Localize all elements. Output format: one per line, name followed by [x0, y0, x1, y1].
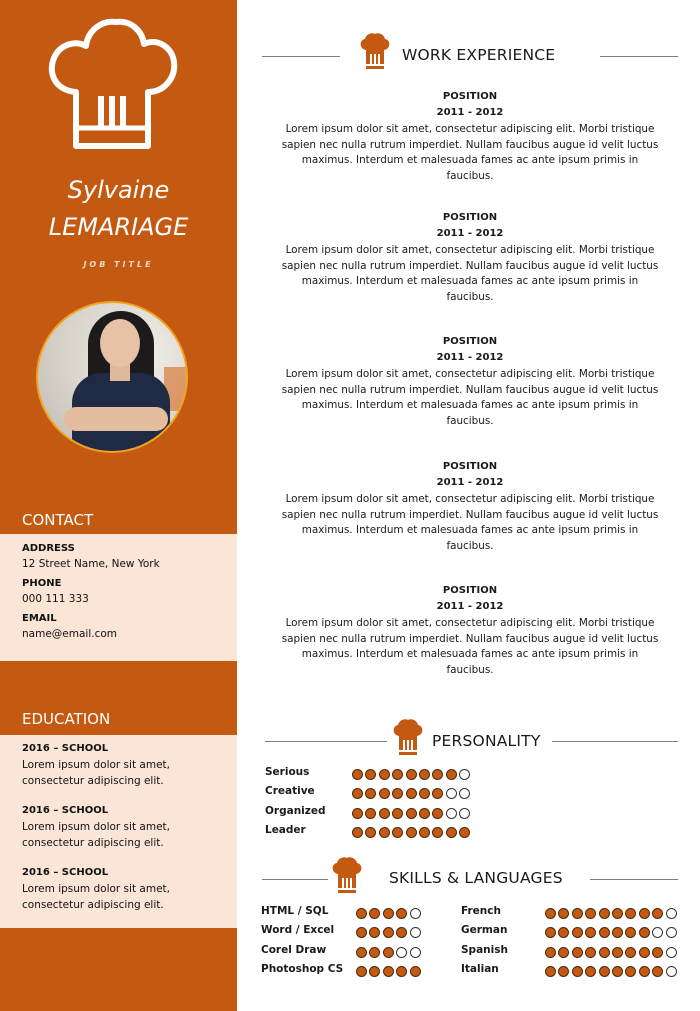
divider [590, 879, 678, 880]
skill-label: HTML / SQL [261, 905, 329, 917]
job-years: 2011 - 2012 [436, 601, 504, 612]
rating-dots [352, 769, 470, 780]
rating-dot-empty [446, 788, 457, 799]
rating-dot-filled [392, 769, 403, 780]
job-description: Lorem ipsum dolor sit amet, consectetur adipiscing elit. Morbi tristique sapien nec nulla rutrum imperdiet. Nullam faucibus augue id velit luctus maximus. Interdum et malesuada fames ac ante ipsum primis in faucibus. [281, 493, 659, 552]
rating-dot-filled [392, 827, 403, 838]
chef-hat-icon [391, 718, 425, 756]
job-position: POSITION [442, 212, 498, 223]
rating-dot-empty [459, 808, 470, 819]
trait-label: Creative [265, 785, 315, 797]
education-line: Lorem ipsum dolor sit amet, [22, 759, 170, 771]
rating-dot-filled [558, 947, 569, 958]
chef-hat-icon [330, 856, 364, 894]
rating-dot-filled [392, 808, 403, 819]
language-label: Italian [461, 963, 499, 975]
rating-dot-filled [432, 769, 443, 780]
job-years: 2011 - 2012 [436, 228, 504, 239]
rating-dot-filled [625, 947, 636, 958]
divider [262, 879, 328, 880]
rating-dot-filled [379, 769, 390, 780]
rating-dot-filled [558, 966, 569, 977]
rating-dot-filled [383, 966, 394, 977]
education-line: consectetur adipiscing elit. [22, 899, 164, 911]
rating-dot-filled [352, 808, 363, 819]
rating-dot-filled [599, 927, 610, 938]
chef-hat-icon [46, 14, 178, 154]
rating-dot-filled [365, 808, 376, 819]
rating-dot-filled [585, 927, 596, 938]
rating-dot-filled [572, 908, 583, 919]
rating-dot-filled [379, 827, 390, 838]
education-line: consectetur adipiscing elit. [22, 775, 164, 787]
skill-label: Photoshop CS [261, 963, 344, 975]
rating-dot-filled [365, 788, 376, 799]
rating-dot-filled [446, 827, 457, 838]
rating-dot-filled [383, 947, 394, 958]
rating-dot-filled [419, 808, 430, 819]
job-position: POSITION [442, 91, 498, 102]
rating-dot-filled [392, 788, 403, 799]
rating-dot-filled [652, 947, 663, 958]
divider [600, 56, 678, 57]
rating-dot-filled [406, 788, 417, 799]
language-label: Spanish [461, 944, 508, 956]
education-panel [0, 735, 237, 928]
rating-dot-filled [419, 788, 430, 799]
rating-dot-filled [383, 927, 394, 938]
skill-label: Word / Excel [261, 924, 335, 936]
rating-dot-empty [396, 947, 407, 958]
rating-dot-empty [459, 788, 470, 799]
rating-dot-empty [652, 927, 663, 938]
rating-dots [352, 788, 470, 799]
rating-dot-filled [639, 927, 650, 938]
language-label: German [461, 924, 508, 936]
personality-title: PERSONALITY [432, 732, 541, 750]
trait-label: Leader [265, 824, 306, 836]
rating-dots [545, 908, 677, 919]
rating-dot-filled [369, 947, 380, 958]
rating-dot-filled [558, 908, 569, 919]
rating-dot-filled [612, 908, 623, 919]
rating-dot-filled [459, 827, 470, 838]
job-entry [262, 90, 678, 184]
sidebar [0, 0, 237, 1011]
rating-dots [356, 947, 421, 958]
rating-dots [356, 908, 421, 919]
rating-dot-filled [356, 927, 367, 938]
rating-dot-filled [356, 947, 367, 958]
divider [552, 741, 678, 742]
rating-dot-empty [410, 908, 421, 919]
rating-dot-filled [356, 908, 367, 919]
rating-dots [545, 966, 677, 977]
language-label: French [461, 905, 501, 917]
job-entry [262, 460, 678, 554]
skills-title: SKILLS & LANGUAGES [389, 869, 563, 887]
rating-dot-filled [545, 908, 556, 919]
rating-dot-filled [599, 966, 610, 977]
rating-dot-filled [396, 966, 407, 977]
email-label: EMAIL [22, 613, 57, 624]
chef-hat-icon [358, 32, 392, 70]
job-description: Lorem ipsum dolor sit amet, consectetur adipiscing elit. Morbi tristique sapien nec nulla rutrum imperdiet. Nullam faucibus augue id velit luctus maximus. Interdum et malesuada fames ac ante ipsum primis in faucibus. [281, 617, 659, 676]
job-entry [262, 211, 678, 305]
education-line: Lorem ipsum dolor sit amet, [22, 883, 170, 895]
rating-dot-filled [585, 908, 596, 919]
trait-label: Serious [265, 766, 310, 778]
rating-dot-filled [379, 788, 390, 799]
rating-dot-filled [383, 908, 394, 919]
rating-dots [352, 827, 470, 838]
rating-dot-filled [599, 908, 610, 919]
rating-dot-filled [652, 908, 663, 919]
rating-dot-filled [652, 966, 663, 977]
rating-dot-filled [572, 966, 583, 977]
rating-dot-filled [585, 947, 596, 958]
contact-title: CONTACT [22, 511, 94, 529]
rating-dot-filled [625, 927, 636, 938]
rating-dot-filled [558, 927, 569, 938]
education-heading: 2016 – SCHOOL [22, 805, 109, 816]
rating-dot-filled [545, 947, 556, 958]
rating-dot-filled [379, 808, 390, 819]
job-description: Lorem ipsum dolor sit amet, consectetur adipiscing elit. Morbi tristique sapien nec nulla rutrum imperdiet. Nullam faucibus augue id velit luctus maximus. Interdum et malesuada fames ac ante ipsum primis in faucibus. [281, 123, 659, 182]
rating-dot-filled [406, 769, 417, 780]
profile-photo [36, 301, 188, 453]
rating-dot-filled [572, 927, 583, 938]
rating-dot-empty [410, 947, 421, 958]
rating-dot-filled [352, 769, 363, 780]
work-title: WORK EXPERIENCE [402, 46, 556, 64]
divider [262, 56, 340, 57]
rating-dot-filled [419, 769, 430, 780]
email-value: name@email.com [22, 628, 117, 640]
rating-dot-filled [625, 966, 636, 977]
rating-dot-filled [369, 908, 380, 919]
job-description: Lorem ipsum dolor sit amet, consectetur adipiscing elit. Morbi tristique sapien nec nulla rutrum imperdiet. Nullam faucibus augue id velit luctus maximus. Interdum et malesuada fames ac ante ipsum primis in faucibus. [281, 244, 659, 303]
contact-panel [0, 534, 237, 661]
job-entry [262, 335, 678, 429]
rating-dot-filled [365, 769, 376, 780]
education-line: consectetur adipiscing elit. [22, 837, 164, 849]
rating-dot-filled [365, 827, 376, 838]
education-line: Lorem ipsum dolor sit amet, [22, 821, 170, 833]
phone-value: 000 111 333 [22, 593, 89, 605]
job-position: POSITION [442, 461, 498, 472]
rating-dot-filled [396, 908, 407, 919]
rating-dot-filled [352, 827, 363, 838]
divider [265, 741, 387, 742]
last-name: LEMARIAGE [48, 213, 189, 241]
rating-dot-filled [639, 908, 650, 919]
rating-dot-filled [369, 927, 380, 938]
education-title: EDUCATION [22, 710, 111, 728]
rating-dot-filled [369, 966, 380, 977]
rating-dot-filled [612, 966, 623, 977]
rating-dot-filled [352, 788, 363, 799]
rating-dot-empty [459, 769, 470, 780]
rating-dot-filled [446, 769, 457, 780]
rating-dot-filled [599, 947, 610, 958]
rating-dots [545, 947, 677, 958]
rating-dot-filled [432, 808, 443, 819]
rating-dots [356, 927, 421, 938]
address-value: 12 Street Name, New York [22, 558, 160, 570]
rating-dot-filled [545, 966, 556, 977]
job-years: 2011 - 2012 [436, 477, 504, 488]
job-years: 2011 - 2012 [436, 352, 504, 363]
job-entry [262, 584, 678, 678]
job-years: 2011 - 2012 [436, 107, 504, 118]
skill-label: Corel Draw [261, 944, 327, 956]
trait-label: Organized [265, 805, 326, 817]
address-label: ADDRESS [22, 543, 75, 554]
rating-dot-filled [410, 966, 421, 977]
rating-dot-filled [406, 827, 417, 838]
rating-dot-filled [612, 927, 623, 938]
job-position: POSITION [442, 585, 498, 596]
rating-dot-filled [419, 827, 430, 838]
rating-dots [545, 927, 677, 938]
rating-dot-filled [432, 788, 443, 799]
rating-dot-empty [446, 808, 457, 819]
rating-dots [352, 808, 470, 819]
rating-dot-filled [572, 947, 583, 958]
rating-dot-filled [356, 966, 367, 977]
rating-dot-filled [585, 966, 596, 977]
first-name: Sylvaine [67, 176, 170, 204]
rating-dots [356, 966, 421, 977]
job-title: JOB TITLE [83, 260, 154, 269]
rating-dot-filled [612, 947, 623, 958]
job-description: Lorem ipsum dolor sit amet, consectetur adipiscing elit. Morbi tristique sapien nec nulla rutrum imperdiet. Nullam faucibus augue id velit luctus maximus. Interdum et malesuada fames ac ante ipsum primis in faucibus. [281, 368, 659, 427]
rating-dot-filled [432, 827, 443, 838]
rating-dot-filled [545, 927, 556, 938]
rating-dot-empty [666, 966, 677, 977]
job-position: POSITION [442, 336, 498, 347]
rating-dot-filled [639, 966, 650, 977]
rating-dot-empty [666, 927, 677, 938]
education-heading: 2016 – SCHOOL [22, 867, 109, 878]
rating-dot-filled [406, 808, 417, 819]
rating-dot-empty [666, 947, 677, 958]
rating-dot-filled [639, 947, 650, 958]
rating-dot-empty [666, 908, 677, 919]
education-heading: 2016 – SCHOOL [22, 743, 109, 754]
rating-dot-empty [410, 927, 421, 938]
rating-dot-filled [625, 908, 636, 919]
phone-label: PHONE [22, 578, 62, 589]
rating-dot-filled [396, 927, 407, 938]
